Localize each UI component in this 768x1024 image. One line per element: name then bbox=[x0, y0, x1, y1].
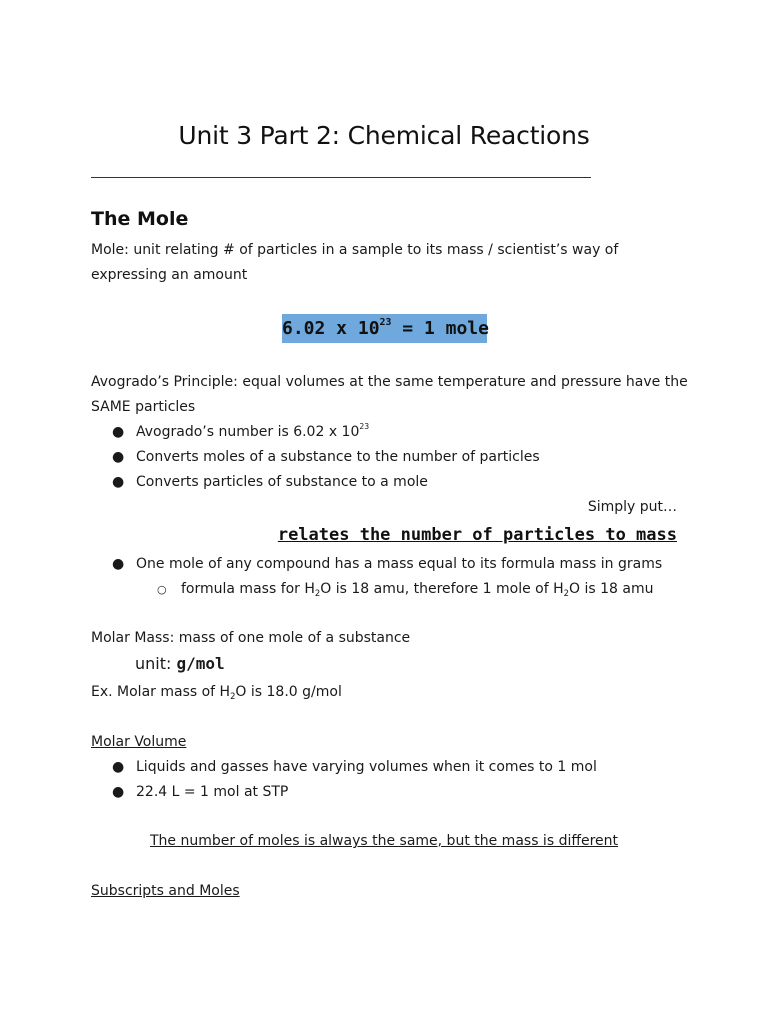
title-divider bbox=[91, 177, 591, 178]
bullet-exponent: 23 bbox=[359, 422, 370, 432]
bullet-text: Converts particles of substance to a mole bbox=[136, 474, 428, 490]
moles-note: The number of moles is always the same, but the mass is different bbox=[149, 833, 619, 849]
avogadro-principle-line1: Avogrado’s Principle: equal volumes at the same temperature and pressure have the bbox=[91, 374, 688, 390]
bullet-text: One mole of any compound has a mass equal to its formula mass in grams bbox=[136, 556, 663, 572]
page-title: Unit 3 Part 2: Chemical Reactions bbox=[178, 121, 590, 150]
list-item bbox=[112, 473, 428, 491]
unit-value: g/mol bbox=[176, 654, 225, 673]
bullet-icon: ● bbox=[112, 556, 125, 572]
molar-mass-unit bbox=[135, 654, 225, 673]
sub-list-item bbox=[157, 580, 653, 599]
bullet-icon: ● bbox=[112, 424, 125, 440]
text-part: Ex. Molar mass of H bbox=[91, 684, 231, 700]
list-item bbox=[112, 758, 597, 776]
list-item bbox=[112, 555, 662, 573]
text-part: O is 18 amu, therefore 1 mole of H bbox=[320, 581, 564, 597]
avogadro-number-text bbox=[136, 424, 369, 440]
section-heading-mole: The Mole bbox=[91, 208, 189, 230]
text-part: O is 18 amu bbox=[569, 581, 654, 597]
subscript: 2 bbox=[563, 587, 569, 598]
bullet-text: Liquids and gasses have varying volumes when it comes to 1 mol bbox=[136, 759, 597, 775]
simply-put-text: Simply put… bbox=[587, 499, 677, 515]
molar-mass-definition: Molar Mass: mass of one mole of a substance bbox=[91, 630, 411, 646]
mole-definition-line2: expressing an amount bbox=[91, 267, 248, 283]
bullet-icon: ● bbox=[112, 449, 125, 465]
equation-base: 6.02 x 10 bbox=[282, 318, 380, 339]
list-item bbox=[112, 783, 288, 801]
unit-label: unit: bbox=[135, 654, 177, 673]
molar-volume-heading: Molar Volume bbox=[91, 734, 187, 750]
mole-equation bbox=[282, 314, 487, 343]
molar-mass-example bbox=[91, 683, 342, 701]
bullet-text: Avogrado’s number is 6.02 x 10 bbox=[136, 424, 360, 440]
relates-statement: relates the number of particles to mass bbox=[277, 525, 677, 545]
formula-mass-text bbox=[181, 581, 653, 597]
bullet-icon: ● bbox=[112, 759, 125, 775]
mole-definition-line1: Mole: unit relating # of particles in a sample to its mass / scientist’s way of bbox=[91, 242, 619, 258]
avogadro-principle-line2: SAME particles bbox=[91, 399, 196, 415]
bullet-icon: ● bbox=[112, 784, 125, 800]
list-item bbox=[112, 423, 369, 441]
subscript: 2 bbox=[230, 690, 236, 701]
list-item bbox=[112, 448, 540, 466]
bullet-text: 22.4 L = 1 mol at STP bbox=[136, 784, 289, 800]
sub-bullet-icon: ○ bbox=[157, 583, 167, 596]
subscripts-heading: Subscripts and Moles bbox=[91, 883, 240, 899]
equation-exponent: 23 bbox=[379, 317, 392, 329]
text-part: formula mass for H bbox=[181, 581, 315, 597]
bullet-text: Converts moles of a substance to the number of particles bbox=[136, 449, 540, 465]
subscript: 2 bbox=[314, 587, 321, 598]
equation-rest: = 1 mole bbox=[391, 318, 489, 339]
bullet-icon: ● bbox=[112, 474, 125, 490]
text-part: O is 18.0 g/mol bbox=[235, 684, 342, 700]
